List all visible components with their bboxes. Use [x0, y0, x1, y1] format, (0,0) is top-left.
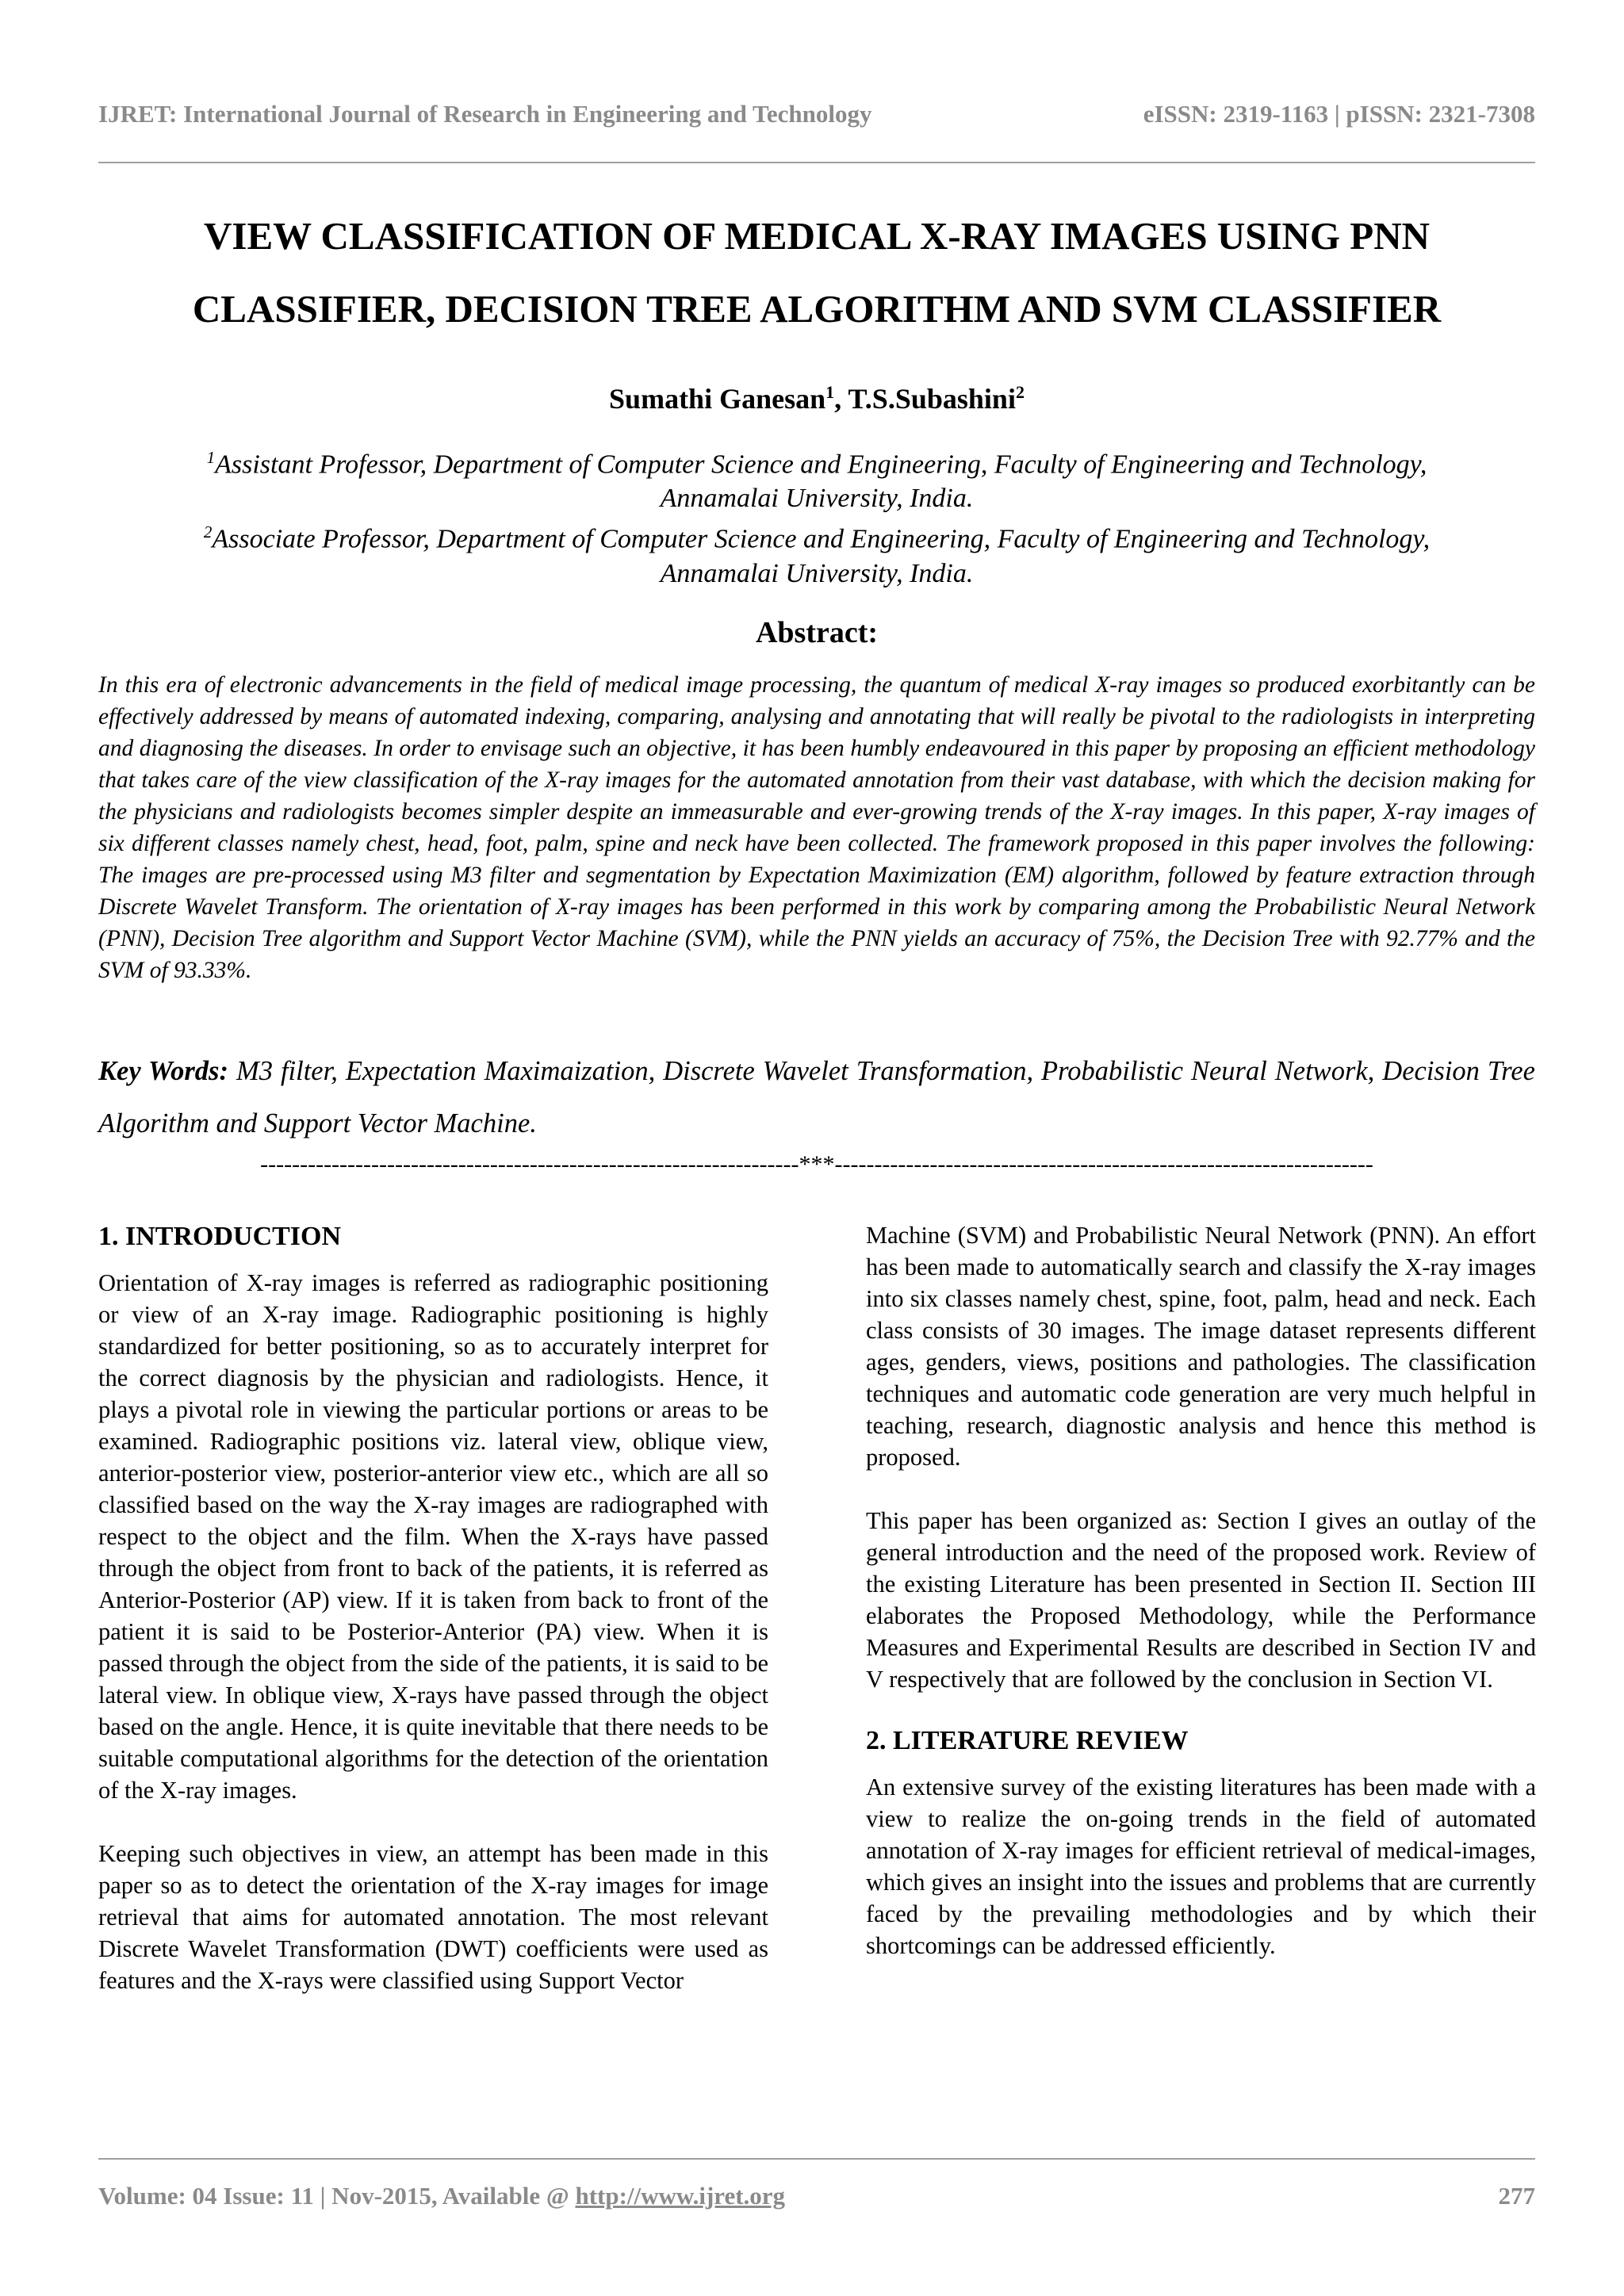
author-1-sup: 1	[825, 382, 835, 402]
literature-review-paragraph-1: An extensive survey of the existing literatures has been made with a view to realize the on-going trends in the field of automated annotation of X-ray images for efficient retrieval of medical-images, which gives an insight into the issues and problems that are currently faced by the prevailing methodologies and by which their shortcomings can be addressed efficiently.	[866, 1774, 1536, 1959]
affiliation-2-line-2: Annamalai University, India.	[660, 558, 974, 588]
affiliations	[98, 441, 1535, 591]
author-list	[98, 382, 1535, 415]
introduction-heading: 1. INTRODUCTION	[98, 1222, 342, 1251]
right-column	[866, 1219, 1536, 1961]
author-2: T.S.Subashini	[848, 383, 1016, 415]
footer-volume: Volume: 04 Issue: 11 | Nov-2015, Available @	[98, 2182, 576, 2210]
affiliation-1	[98, 441, 1535, 515]
abstract-heading: Abstract:	[755, 616, 879, 649]
literature-review-heading: 2. LITERATURE REVIEW	[866, 1726, 1189, 1755]
affiliation-2	[98, 515, 1535, 590]
keywords	[98, 1045, 1535, 1150]
running-header	[98, 100, 1535, 138]
affiliation-2-sup: 2	[203, 522, 213, 542]
abstract-text: In this era of electronic advancements in the field of medical image processing, the quantum of medical X-ray images so produced exorbitantly can be effectively addressed by means of automated indexing, comparing, analysing and annotating that will really be pivotal to the radiologists in interpreting and diagnosing the diseases. In order to envisage such an objective, it has been humbly endeavoured in this paper by proposing an efficient methodology that takes care of the view classification of the X-ray images for the automated annotation from their vast database, with which the decision making for the physicians and radiologists becomes simpler despite an immeasurable and ever-growing trends of the X-ray images. In this paper, X-ray images of six different classes namely chest, head, foot, palm, spine and neck have been collected. The framework proposed in this paper involves the following: The images are pre-processed using M3 filter and segmentation by Expectation Maximization (EM) algorithm, followed by feature extraction through Discrete Wavelet Transform. The orientation of X-ray images has been performed in this work by comparing among the Probabilistic Neural Network (PNN), Decision Tree algorithm and Support Vector Machine (SVM), while the PNN yields an accuracy of 75%, the Decision Tree with 92.77% and the SVM of 93.33%.	[98, 672, 1535, 983]
keywords-text: M3 filter, Expectation Maximaization, Discrete Wavelet Transformation, Probabilistic Neural Network, Decision Tree Algorithm and Support Vector Machine.	[98, 1056, 1535, 1138]
journal-name: IJRET: International Journal of Research in Engineering and Technology	[98, 100, 872, 128]
author-1: Sumathi Ganesan	[609, 383, 826, 415]
footer-url-link[interactable]: http://www.ijret.org	[575, 2182, 786, 2210]
introduction-paragraph-3: Machine (SVM) and Probabilistic Neural Network (PNN). An effort has been made to automatically search and classify the X-ray images into six classes namely chest, spine, foot, palm, head and neck. Each class consists of 30 images. The image dataset represents different ages, genders, views, positions and pathologies. The classification techniques and automatic code generation are very much helpful in teaching, research, diagnostic analysis and hence this method is proposed.	[866, 1222, 1536, 1471]
title-line-2: CLASSIFIER, DECISION TREE ALGORITHM AND SVM CLASSIFIER	[192, 287, 1442, 331]
footer-rule	[98, 2158, 1535, 2160]
issn-info: eISSN: 2319-1163 | pISSN: 2321-7308	[1143, 100, 1535, 128]
paper-title	[98, 200, 1535, 346]
page-number: 277	[1498, 2182, 1535, 2210]
introduction-paragraph-2: Keeping such objectives in view, an attempt has been made in this paper so as to detect the orientation of the X-ray images for image retrieval that aims for automated annotation. The most relevant Discrete Wavelet Transformation (DWT) coefficients were used as features and the X-rays were classified using Support Vector	[98, 1840, 768, 1994]
left-column	[98, 1219, 768, 1996]
header-rule	[98, 162, 1535, 163]
running-footer	[98, 2182, 1535, 2210]
title-line-1: VIEW CLASSIFICATION OF MEDICAL X-RAY IMAGES USING PNN	[204, 214, 1430, 258]
introduction-paragraph-1: Orientation of X-ray images is referred as radiographic positioning or view of an X-ray image. Radiographic positioning is highly standardized for better positioning, so as to accurately interpret for the correct diagnosis by the physician and radiologists. Hence, it plays a pivotal role in viewing the particular portions or areas to be examined. Radiographic positions viz. lateral view, oblique view, anterior-posterior view, posterior-anterior view etc., which are all so classified based on the way the X-ray images are radiographed with respect to the object and the film. When the X-rays have passed through the object from front to back of the patients, it is referred as Anterior-Posterior (AP) view. If it is taken from back to front of the patient it is said to be Posterior-Anterior (PA) view. When it is passed through the object from the side of the patients, it is said to be lateral view. In oblique view, X-rays have passed through the object based on the angle. Hence, it is quite inevitable that there needs to be suitable computational algorithms for the detection of the orientation of the X-ray images.	[98, 1269, 768, 1804]
introduction-paragraph-4: This paper has been organized as: Section I gives an outlay of the general introduction and the need of the proposed work. Review of the existing Literature has been presented in Section II. Section III elaborates the Proposed Methodology, while the Performance Measures and Experimental Results are described in Section IV and V respectively that are followed by the conclusion in Section VI.	[866, 1507, 1536, 1693]
author-separator: ,	[834, 383, 848, 415]
author-2-sup: 2	[1015, 382, 1025, 402]
affiliation-1-sup: 1	[206, 448, 216, 467]
keywords-label: Key Words:	[98, 1056, 228, 1086]
section-separator: --------------------------------------------------------------------***--------------------------------------------------------------------	[260, 1151, 1373, 1177]
affiliation-1-line-2: Annamalai University, India.	[660, 484, 974, 514]
affiliation-2-line-1: Associate Professor, Department of Computer Science and Engineering, Faculty of Engineering and Technology,	[212, 524, 1431, 554]
affiliation-1-line-1: Assistant Professor, Department of Computer Science and Engineering, Faculty of Engineering and Technology,	[215, 450, 1427, 480]
